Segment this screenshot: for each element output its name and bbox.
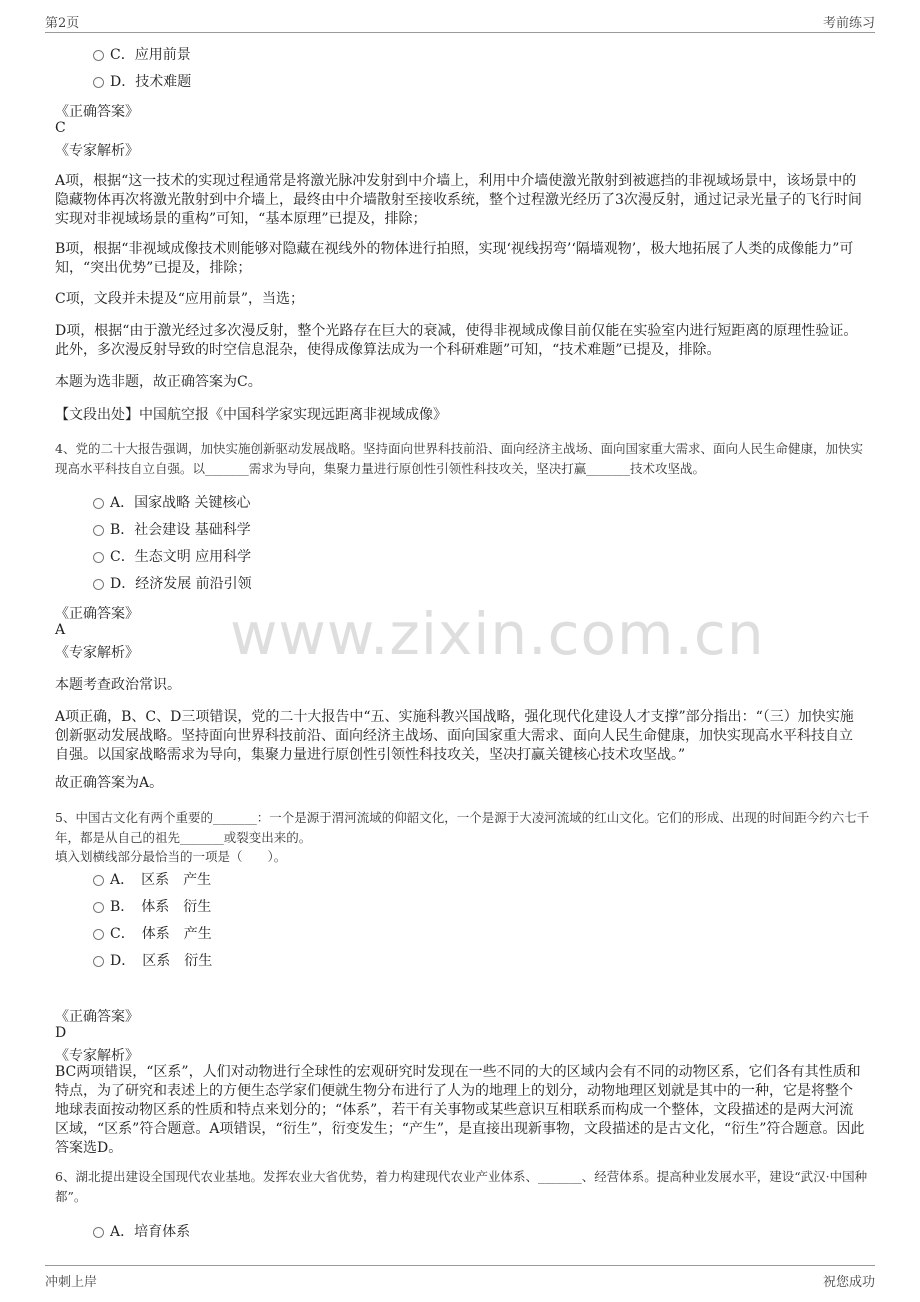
option-radio[interactable]	[93, 520, 251, 540]
radio-icon[interactable]	[93, 902, 104, 913]
header-title: 考前练习	[822, 16, 875, 31]
analysis-paragraph: B项，根据“非视域成像技术则能够对隐藏在视线外的物体进行拍照，实现‘视线拐弯’‘隔墙观物’，极大地拓展了人类的成像能力”可知，“突出优势”已提及，排除；	[55, 241, 854, 276]
analysis-conclusion: 本题为选非题，故正确答案为C。	[55, 374, 262, 390]
option-label: C．生态文明 应用科学	[110, 549, 252, 565]
option-label: D． 区系 衍生	[110, 953, 213, 969]
analysis-paragraph: A项正确，B、C、D三项错误，党的二十大报告中“五、实施科教兴国战略，强化现代化建设人才支撑”部分指出：“（三）加快实施创新驱动发展战略。坚持面向世界科技前沿、面向经济主战场、面向国家重大需求、面向人民生命健康，加快实现高水平科技自立自强。以国家战略需求为导向，集聚力量进行原创性引领性科技攻关，坚决打赢关键核心技术攻坚战。”	[55, 709, 854, 763]
option-label: B．社会建设 基础科学	[110, 522, 251, 538]
source-citation: 【文段出处】中国航空报《中国科学家实现远距离非视域成像》	[55, 407, 447, 423]
option-radio[interactable]	[93, 924, 212, 944]
option-label: B． 体系 衍生	[110, 899, 212, 915]
radio-icon[interactable]	[93, 875, 104, 886]
option-radio[interactable]	[93, 547, 251, 567]
answer-label: 《正确答案》	[55, 104, 139, 120]
option-label: C． 体系 产生	[110, 926, 212, 942]
analysis-paragraph: 本题考查政治常识。	[55, 677, 181, 693]
option-radio[interactable]	[93, 45, 191, 65]
option-label: D．经济发展 前沿引领	[110, 576, 252, 592]
question-stem: 6、湖北提出建设全国现代农业基地。发挥农业大省优势，着力构建现代农业产业体系、_______、经营体系。提高种业发展水平，建设“武汉·中国种都”。	[55, 1169, 868, 1204]
option-radio[interactable]	[93, 951, 212, 971]
option-radio[interactable]	[93, 574, 252, 594]
option-radio[interactable]	[93, 870, 211, 890]
option-label: D．技术难题	[110, 74, 192, 90]
question-stem: 5、中国古文化有两个重要的_______：一个是源于渭河流域的仰韶文化，一个是源于大凌河流域的红山文化。它们的形成、出现的时间距今约六七千年，都是从自己的祖先_______或裂变出来的。	[55, 810, 870, 845]
analysis-paragraph: A项，根据“这一技术的实现过程通常是将激光脉冲发射到中介墙上，利用中介墙使激光散射到被遮挡的非视域场景中，该场景中的隐藏物体再次将激光散射到中介墙上，最终由中介墙散射至接收系统，整个过程激光经历了3次漫反射，通过记录光量子的飞行时间实现对非视域场景的重构”可知，“基本原理”已提及，排除；	[55, 173, 862, 227]
watermark: www.zixin.com.cn	[230, 600, 765, 668]
question-instruction: 填入划横线部分最恰当的一项是（ ）。	[55, 849, 287, 864]
answer-value: C	[55, 120, 66, 136]
analysis-conclusion: 故正确答案为A。	[55, 775, 164, 791]
analysis-paragraph: C项，文段并未提及“应用前景”，当选；	[55, 291, 305, 307]
question-stem: 4、党的二十大报告强调，加快实施创新驱动发展战略。坚持面向世界科技前沿、面向经济主战场、面向国家重大需求、面向人民生命健康，加快实现高水平科技自立自强。以_______需求为导向，集聚力量进行原创性引领性科技攻关，坚决打赢_______技术攻坚战。	[55, 441, 863, 476]
analysis-paragraph: BC两项错误，“区系”，人们对动物进行全球性的宏观研究时发现在一些不同的大的区域内会有不同的动物区系，它们各有其性质和特点，为了研究和表述上的方便生态学家们便就生物分布进行了人为的地理上的划分，动物地理区划就是其中的一种，它是将整个地球表面按动物区系的性质和特点来划分的；“体系”，若干有关事物或某些意识互相联系而构成一个整体，文段描述的是两大河流区域，“区系”符合题意。A项错误，“衍生”，衍变发生；“产生”，是直接出现新事物，文段描述的是古文化，“衍生”符合题意。因此答案选D。	[55, 1064, 865, 1156]
option-radio[interactable]	[93, 897, 211, 917]
radio-icon[interactable]	[93, 50, 104, 61]
analysis-label: 《专家解析》	[55, 1048, 139, 1064]
answer-value: D	[55, 1025, 67, 1041]
radio-icon[interactable]	[93, 929, 104, 940]
radio-icon[interactable]	[93, 552, 104, 563]
page-header	[45, 12, 875, 33]
footer-left-text: 冲刺上岸	[45, 1275, 98, 1290]
analysis-label: 《专家解析》	[55, 645, 139, 661]
option-radio[interactable]	[93, 1222, 190, 1242]
analysis-label: 《专家解析》	[55, 143, 139, 159]
answer-label: 《正确答案》	[55, 1009, 139, 1025]
option-label: A．培育体系	[110, 1224, 191, 1240]
option-label: A． 区系 产生	[110, 872, 212, 888]
option-radio[interactable]	[93, 493, 251, 513]
radio-icon[interactable]	[93, 525, 104, 536]
page-number: 第2页	[45, 16, 80, 31]
radio-icon[interactable]	[93, 77, 104, 88]
option-label: C．应用前景	[110, 47, 191, 63]
answer-value: A	[55, 622, 66, 638]
answer-label: 《正确答案》	[55, 606, 139, 622]
page-footer	[45, 1265, 875, 1290]
option-radio[interactable]	[93, 72, 191, 92]
radio-icon[interactable]	[93, 498, 104, 509]
option-label: A．国家战略 关键核心	[110, 495, 251, 511]
radio-icon[interactable]	[93, 579, 104, 590]
analysis-paragraph: D项，根据“由于激光经过多次漫反射，整个光路存在巨大的衰减，使得非视域成像目前仅能在实验室内进行短距离的原理性验证。此外，多次漫反射导致的时空信息混杂，使得成像算法成为一个科研难题”可知，“技术难题”已提及，排除。	[55, 323, 858, 358]
radio-icon[interactable]	[93, 1227, 104, 1238]
footer-right-text: 祝您成功	[822, 1275, 875, 1290]
radio-icon[interactable]	[93, 956, 104, 967]
